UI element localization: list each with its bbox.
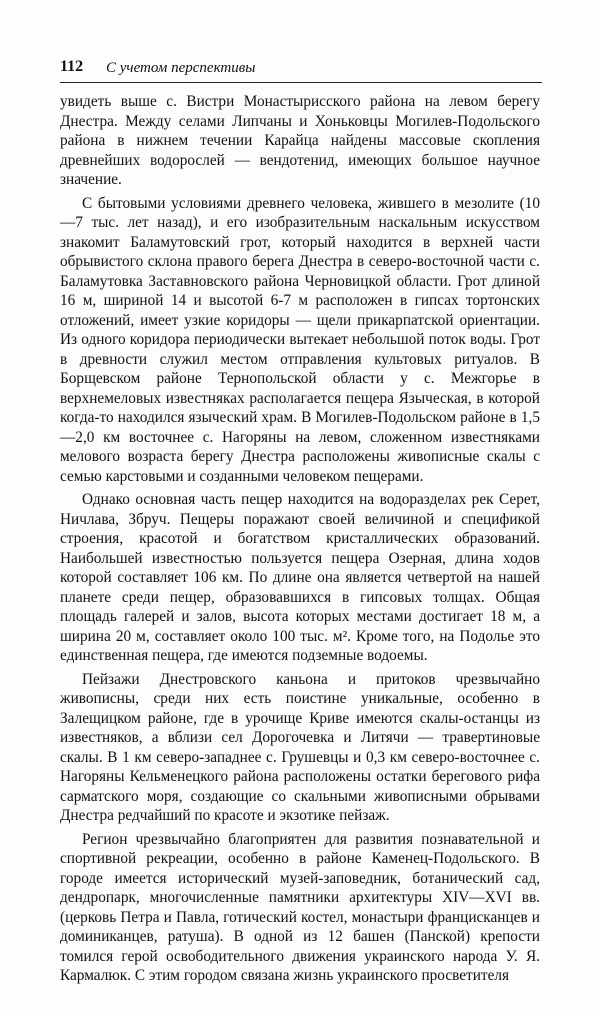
paragraph-continuation: увидеть выше с. Вистри Монастырисского района на левом берегу Днестра. Между селами Липчаны и Хоньковцы Могилев-Подольского района в нижнем течении Карайца найдены массовые скопления древнейших водорослей — вендотенид, имеющих большое научное значение. [60,93,540,188]
paragraph-balamutovsky-grotto: С бытовыми условиями древнего человека, жившего в мезолите (10—7 тыс. лет назад), и его изобразительным наскальным искусством знакомит Баламутовский грот, который находится в верхней части обрывистого склона правого берега Днестра в северо-восточной части с. Баламутовка Заставновского района Черновицкой области. Грот длиной 16 м, шириной 14 и высотой 6-7 м расположен в гипсах тортонских отложений, имеет узкие коридоры — щели прикарпатской ориентации. Из одного коридора периодически вытекает небольшой поток воды. Грот в древности служил местом отправления культовых ритуалов. В Борщевском районе Тернопольской области у с. Межгорье в верхнемеловых известняках располагается пещера Языческая, в которой когда-то находился языческий храм. В Могилев-Подольском районе в 1,5—2,0 км восточнее с. Нагоряны на левом, сложенном известняками мелового возраста берегу Днестра расположены живописные скалы с семью карстовыми и созданными человеком пещерами. [60,194,540,485]
paragraph-recreation: Регион чрезвычайно благоприятен для развития познавательной и спортивной рекреации, особенно в районе Каменец-Подольского. В городе имеется исторический музей-заповедник, ботанический сад, дендропарк, многочисленные памятники архитектуры XIV—XVI вв. (церковь Петра и Павла, готический костел, монастыри францисканцев и доминиканцев, ратуша). В одной из 12 башен (Панской) крепости томился герой освободительного движения украинского народа У. Я. Кармалюк. С этим городом связана жизнь украинского просветителя [60,830,540,984]
paragraph-dniester-landscapes: Пейзажи Днестровского каньона и притоков чрезвычайно живописны, среди них есть поистине уникальные, особенно в Залещицком районе, где в урочище Криве имеются скалы-останцы из известняков, а вблизи сел Дорогочевка и Литячи — травертиновые скалы. В 1 км северо-западнее с. Грушевцы и 0,3 км северо-восточнее с. Нагоряны Кельменецкого района расположены остатки берегового рифа сарматского моря, создающие со скальными живописными обрывами Днестра редчайший по красоте и экзотике пейзаж. [60,670,540,824]
body-text [60,92,540,986]
page-number: 112 [60,58,84,75]
running-head [60,56,542,83]
running-head-title: С учетом перспективы [106,60,256,76]
paragraph-caves: Однако основная часть пещер находится на водоразделах рек Серет, Ничлава, Збруч. Пещеры поражают своей величиной и спецификой строения, красотой и богатством кристаллических образований. Наибольшей известностью пользуется пещера Озерная, длина ходов которой составляет 106 км. По длине она является четвертой на нашей планете среди пещер, образовавшихся в гипсовых толщах. Общая площадь галерей и залов, высота которых местами достигает 18 м, а ширина 20 м, составляет около 100 тыс. м². Кроме того, на Подолье это единственная пещера, где имеются подземные водоемы. [60,491,540,664]
